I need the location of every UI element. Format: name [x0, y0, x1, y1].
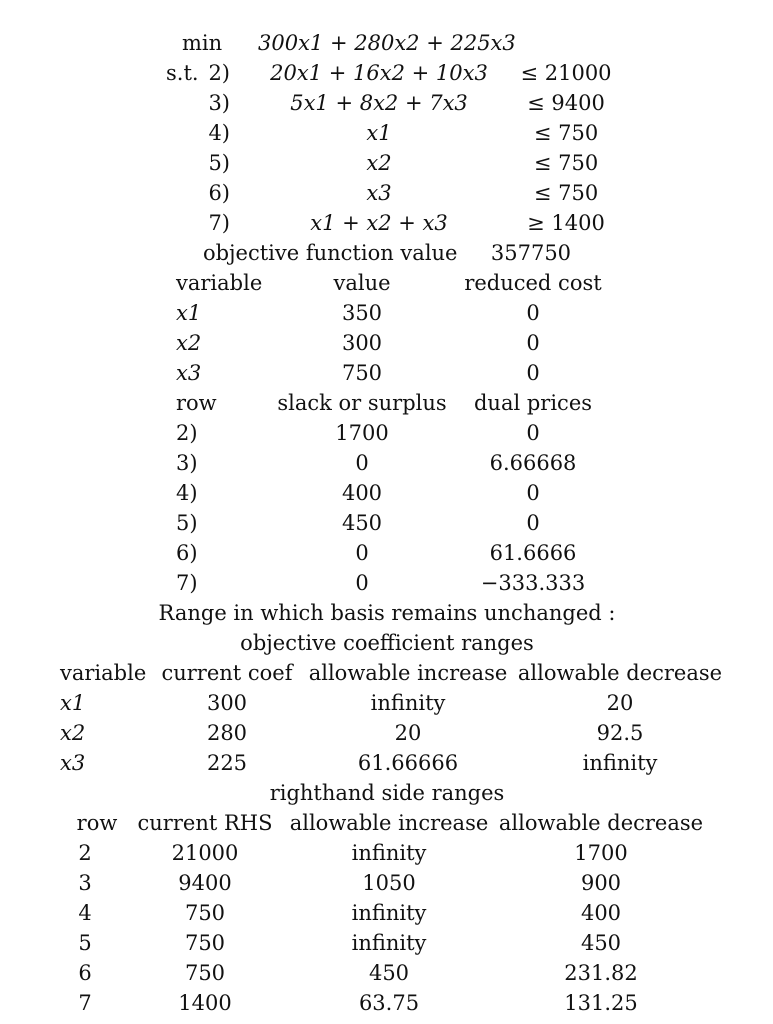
table-cell: x2 — [176, 331, 202, 355]
table-cell: x2 — [60, 721, 86, 745]
table-cell: 400 — [341, 481, 383, 505]
objective-value-label: objective function value — [202, 241, 458, 265]
table-cell: 20 — [606, 691, 634, 715]
table-cell: 900 — [580, 871, 622, 895]
constraint-bound: ≤ 9400 — [527, 91, 605, 115]
table-cell: 450 — [341, 511, 383, 535]
table-cell: 5 — [78, 931, 92, 955]
table-cell: 300 — [206, 691, 248, 715]
table-cell: infinity — [370, 691, 446, 715]
row-header-dual: dual prices — [473, 391, 593, 415]
obj-header-variable: variable — [60, 661, 147, 685]
table-cell: 0 — [355, 571, 369, 595]
table-cell: 6) — [176, 541, 198, 565]
table-cell: 0 — [526, 361, 540, 385]
table-cell: infinity — [582, 751, 658, 775]
table-cell: 21000 — [171, 841, 239, 865]
rhs-header-row: row — [76, 811, 118, 835]
table-cell: 1050 — [362, 871, 416, 895]
table-cell: 0 — [526, 331, 540, 355]
table-cell: 7 — [78, 991, 92, 1015]
table-cell: −333.333 — [480, 571, 586, 595]
table-cell: 0 — [355, 541, 369, 565]
table-cell: 7) — [176, 571, 198, 595]
table-cell: 4) — [176, 481, 198, 505]
obj-header-allowable-increase: allowable increase — [308, 661, 508, 685]
table-cell: x3 — [176, 361, 202, 385]
table-cell: 61.66666 — [357, 751, 459, 775]
table-cell: 225 — [206, 751, 248, 775]
table-cell: 6.66668 — [489, 451, 577, 475]
table-cell: 750 — [184, 901, 226, 925]
row-header-row: row — [176, 391, 217, 415]
constraint-expression: x3 — [366, 181, 392, 205]
table-cell: 0 — [355, 451, 369, 475]
constraint-row-label: 6) — [208, 181, 230, 205]
table-cell: 4 — [78, 901, 92, 925]
table-cell: 2 — [78, 841, 92, 865]
table-cell: 231.82 — [564, 961, 638, 985]
table-cell: 1700 — [574, 841, 628, 865]
constraint-bound: ≤ 21000 — [520, 61, 612, 85]
obj-header-allowable-decrease: allowable decrease — [517, 661, 723, 685]
table-cell: 750 — [341, 361, 383, 385]
row-header-slack: slack or surplus — [277, 391, 447, 415]
constraint-row-label: 2) — [208, 61, 230, 85]
objective-value: 357750 — [490, 241, 572, 265]
table-cell: x1 — [60, 691, 86, 715]
rhs-header-allowable-increase: allowable increase — [289, 811, 489, 835]
var-header-variable: variable — [176, 271, 263, 295]
constraint-row-label: 7) — [208, 211, 230, 235]
table-cell: infinity — [351, 931, 427, 955]
table-cell: 450 — [368, 961, 410, 985]
objective-expression: 300x1 + 280x2 + 225x3 — [258, 31, 516, 55]
table-cell: infinity — [351, 841, 427, 865]
constraint-expression: 5x1 + 8x2 + 7x3 — [290, 91, 468, 115]
table-cell: 1700 — [335, 421, 389, 445]
table-cell: 0 — [526, 481, 540, 505]
table-cell: 400 — [580, 901, 622, 925]
table-cell: 5) — [176, 511, 198, 535]
obj-header-current-coef: current coef — [161, 661, 293, 685]
table-cell: x1 — [176, 301, 202, 325]
constraint-row-label: 4) — [208, 121, 230, 145]
table-cell: x3 — [60, 751, 86, 775]
constraint-bound: ≤ 750 — [533, 121, 599, 145]
table-cell: 61.6666 — [489, 541, 577, 565]
table-cell: 20 — [394, 721, 422, 745]
range-title: Range in which basis remains unchanged : — [158, 601, 616, 625]
constraint-row-label: 5) — [208, 151, 230, 175]
constraint-expression: x1 — [366, 121, 392, 145]
constraint-row-label: 3) — [208, 91, 230, 115]
obj-ranges-title: objective coefficient ranges — [240, 631, 534, 655]
objective-value-row — [203, 243, 571, 264]
table-cell: 0 — [526, 511, 540, 535]
table-cell: 1400 — [178, 991, 232, 1015]
constraint-bound: ≤ 750 — [533, 181, 599, 205]
table-cell: 3 — [78, 871, 92, 895]
table-cell: 350 — [341, 301, 383, 325]
table-cell: 750 — [184, 931, 226, 955]
rhs-ranges-title: righthand side ranges — [269, 781, 505, 805]
table-cell: 131.25 — [564, 991, 638, 1015]
table-cell: 280 — [206, 721, 248, 745]
table-cell: 6 — [78, 961, 92, 985]
table-cell: 0 — [526, 301, 540, 325]
table-cell: 750 — [184, 961, 226, 985]
var-header-reduced-cost: reduced cost — [464, 271, 602, 295]
constraint-bound: ≤ 750 — [533, 151, 599, 175]
var-header-value: value — [333, 271, 391, 295]
st-label: s.t. — [166, 61, 199, 85]
table-cell: 300 — [341, 331, 383, 355]
rhs-header-current-rhs: current RHS — [137, 811, 273, 835]
table-cell: 0 — [526, 421, 540, 445]
constraint-bound: ≥ 1400 — [527, 211, 605, 235]
table-cell: 2) — [176, 421, 198, 445]
table-cell: 450 — [580, 931, 622, 955]
constraint-expression: x2 — [366, 151, 392, 175]
table-cell: 9400 — [178, 871, 232, 895]
constraint-expression: 20x1 + 16x2 + 10x3 — [270, 61, 488, 85]
min-label: min — [182, 31, 223, 55]
table-cell: infinity — [351, 901, 427, 925]
constraint-expression: x1 + x2 + x3 — [310, 211, 448, 235]
table-cell: 3) — [176, 451, 198, 475]
table-cell: 63.75 — [358, 991, 420, 1015]
table-cell: 92.5 — [596, 721, 644, 745]
rhs-header-allowable-decrease: allowable decrease — [498, 811, 704, 835]
